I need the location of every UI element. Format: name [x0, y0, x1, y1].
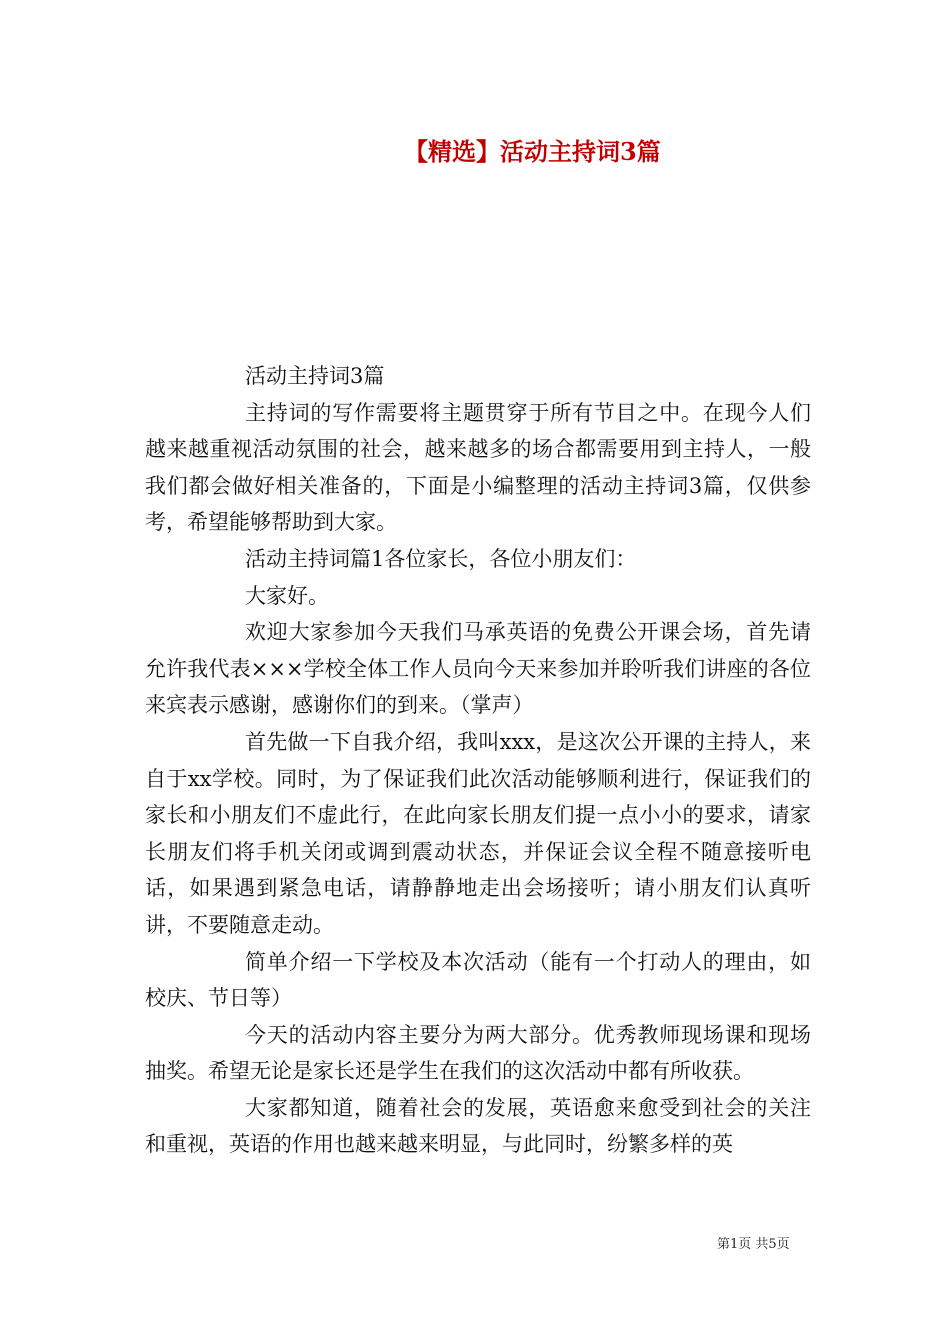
- paragraph: 活动主持词篇1各位家长，各位小朋友们：: [245, 546, 637, 571]
- paragraph: 首先做一下自我介绍，我叫xxx，是这次公开课的主持人，来自于xx学校。同时，为了保证我们此次活动能够顺利进行，保证我们的家长和小朋友们不虚此行，在此向家长朋友们提一点小小的要求，请家长朋友们将手机关闭或调到震动状态，并保证会议全程不随意接听电话，如果遇到紧急电话，请静静地走出会场接听；请小朋友们认真听讲，不要随意走动。: [145, 729, 811, 937]
- document-body: [145, 358, 811, 1163]
- paragraph: 简单介绍一下学校及本次活动（能有一个打动人的理由，如校庆、节日等）: [145, 949, 811, 1011]
- paragraph: 今天的活动内容主要分为两大部分。优秀教师现场课和现场抽奖。希望无论是家长还是学生在我们的这次活动中都有所收获。: [145, 1022, 811, 1084]
- document-title: 【精选】活动主持词3篇: [404, 137, 661, 166]
- paragraph: 大家好。: [245, 583, 329, 608]
- paragraph: 主持词的写作需要将主题贯穿于所有节目之中。在现今人们越来越重视活动氛围的社会，越来越多的场合都需要用到主持人，一般我们都会做好相关准备的，下面是小编整理的活动主持词3篇，仅供参考，希望能够帮助到大家。: [145, 400, 811, 535]
- paragraph: 欢迎大家参加今天我们马承英语的免费公开课会场，首先请允许我代表×××学校全体工作人员向今天来参加并聆听我们讲座的各位来宾表示感谢，感谢你们的到来。（掌声）: [145, 620, 811, 718]
- document-subtitle: 活动主持词3篇: [245, 364, 385, 388]
- page-footer: 第1页 共5页: [717, 1237, 790, 1252]
- paragraph: 大家都知道，随着社会的发展，英语愈来愈受到社会的关注和重视，英语的作用也越来越来明显，与此同时，纷繁多样的英: [145, 1095, 811, 1157]
